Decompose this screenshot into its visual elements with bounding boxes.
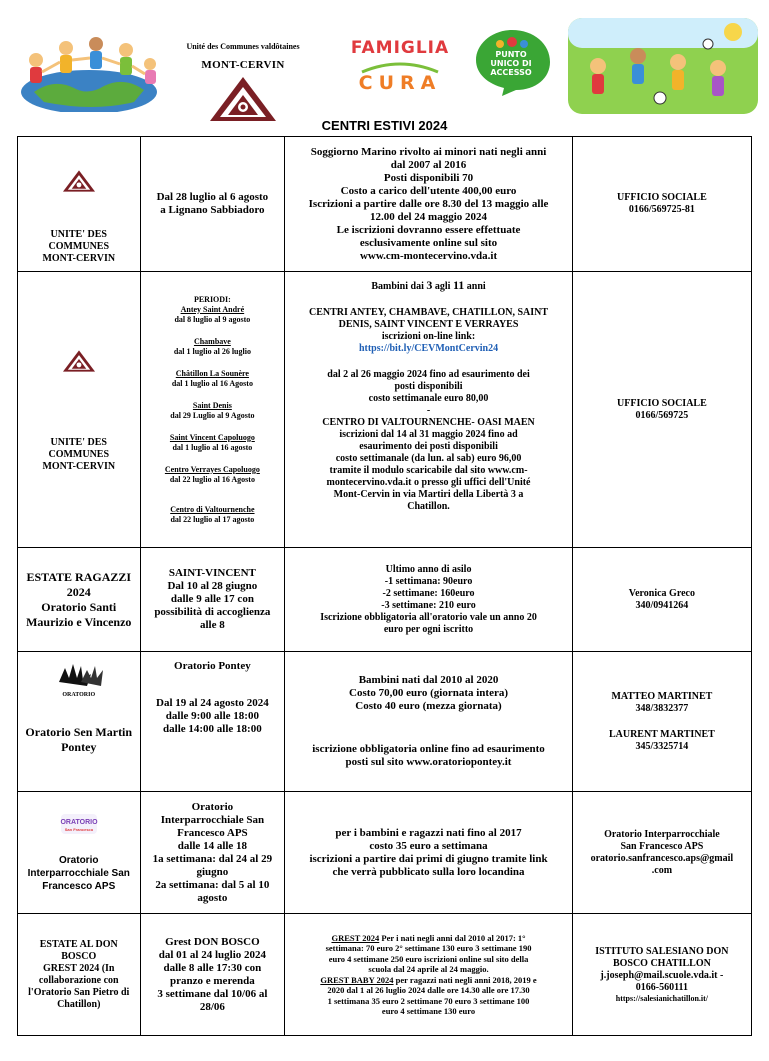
date-line: dalle 9 alle 17 con (170, 593, 254, 605)
logo-text: San Francesco (64, 827, 93, 832)
period-dates: dal 1 luglio al 16 Agosto (171, 378, 253, 388)
detail-line: Costo a carico dell'utente 400,00 euro (340, 184, 517, 197)
contact-line: UFFICIO SOCIALE (617, 397, 707, 409)
date-line: SAINT-VINCENT (168, 567, 256, 579)
date-line: giugno (196, 865, 229, 878)
contact-cell (572, 272, 751, 548)
period-dates: dal 22 luglio al 17 agosto (170, 514, 255, 524)
periods-label: PERIODI: (193, 294, 231, 304)
grest-baby-text: per ragazzi nati negli anni 2018, 2019 e (393, 974, 537, 985)
org-name: 2024 (66, 584, 91, 599)
date-line: Interparrocchiale San (160, 813, 265, 826)
detail-line: iscrizione obbligatoria online fino ad esaurimento (312, 743, 545, 755)
age-mid: agli (432, 281, 453, 292)
dates-cell (140, 548, 285, 652)
details-cell (285, 914, 573, 1036)
hands-logo-icon (51, 660, 107, 690)
date-line: dalle 14:00 alle 18:00 (163, 723, 262, 735)
org-name: Pontey (61, 740, 97, 754)
dates-cell (140, 914, 285, 1036)
date-line: 2a settimana: dal 5 al 10 (155, 878, 270, 891)
contact-line: MATTEO MARTINET (611, 690, 713, 702)
period-place: Antey Saint André (180, 304, 245, 314)
puc-line3: ACCESSO (490, 68, 532, 77)
page-header (0, 0, 769, 120)
separator-dash: - (426, 405, 431, 416)
detail-line: iscrizioni dal 14 al 31 maggio 2024 fino ad (339, 429, 518, 440)
date-line: 28/06 (199, 1000, 225, 1013)
children-playing-illustration (568, 18, 758, 114)
detail-line: euro 4 settimane 130 euro (381, 1006, 476, 1016)
detail-line (289, 975, 568, 986)
detail-line: euro 4 settimane 250 euro iscrizioni online sul sito della (328, 953, 529, 964)
date-line: a Lignano Sabbiadoro (160, 204, 265, 216)
table-row (18, 548, 752, 652)
table-row (18, 137, 752, 272)
details-cell (285, 652, 573, 792)
puc-line1: PUNTO (495, 50, 527, 59)
children-globe-logo (14, 30, 164, 112)
org-name: Maurizio e Vincenzo (26, 614, 132, 629)
famiglia-cura-logo (340, 36, 460, 106)
org-cell (18, 792, 141, 914)
detail-line: Le iscrizioni dovranno essere effettuate (336, 223, 521, 236)
org-name: Francesco APS (42, 881, 116, 892)
detail-line: costo 35 euro a settimana (369, 839, 488, 852)
detail-line: www.cm-montecervino.vda.it (359, 249, 498, 262)
detail-line: Costo 40 euro (mezza giornata) (355, 700, 502, 712)
date-line: Francesco APS (177, 826, 248, 839)
date-line: 1a settimana: dal 24 al 29 (152, 852, 273, 865)
detail-line: 1 settimana 35 euro 2 settimane 70 euro 3 settimane 100 (327, 995, 530, 1006)
contact-line: Oratorio Interparrocchiale (604, 828, 720, 840)
detail-line: CENTRI ANTEY, CHAMBAVE, CHATILLON, SAINT (309, 307, 549, 318)
contact-email[interactable]: j.joseph@mail.scuole.vda.it - (600, 969, 724, 981)
contact-line: San Francesco APS (620, 840, 704, 852)
grest-label: GREST 2024 (331, 932, 380, 943)
detail-line: Ultimo anno di asilo (385, 563, 472, 575)
period-dates: dal 1 luglio al 26 luglio (173, 346, 251, 356)
contact-line: Veronica Greco (628, 587, 695, 599)
contact-cell (572, 137, 751, 272)
registration-link[interactable]: https://bit.ly/CEVMontCervin24 (358, 343, 499, 354)
date-line: dalle 8 alle 17:30 con (163, 961, 262, 974)
org-name: ESTATE RAGAZZI (26, 569, 132, 584)
mont-cervin-logo-icon (208, 75, 278, 123)
grest-text: Per i nati negli anni dal 2010 al 2017: 1° (379, 932, 526, 943)
detail-line: esaurimento dei posti disponibili (359, 441, 498, 452)
period-dates: dal 1 luglio al 16 agosto (172, 442, 253, 452)
org-name: GREST 2024 (In (42, 962, 115, 974)
detail-line: Posti disponibili 70 (383, 171, 474, 184)
contact-line: 345/3325714 (635, 740, 689, 752)
contact-line: 348/3832377 (635, 702, 689, 714)
detail-line: per i bambini e ragazzi nati fino al 2017 (335, 826, 522, 839)
period-dates: dal 29 Luglio al 9 Agosto (170, 410, 255, 420)
detail-line: posti sul sito www.oratoriopontey.it (345, 756, 512, 768)
date-line: dal 01 al 24 luglio 2024 (158, 948, 267, 961)
detail-line: Bambini nati dal 2010 al 2020 (358, 674, 499, 686)
detail-line: settimana: 70 euro 2° settimane 130 euro 3 settimane 190 (325, 943, 532, 953)
union-name: Unité des Communes valdôtaines (186, 42, 300, 51)
mont-cervin-logo-icon (62, 167, 96, 195)
date-line: dalle 9:00 alle 18:00 (165, 710, 259, 722)
org-cell (18, 652, 141, 792)
detail-line: iscrizioni a partire dai primi di giugno tramite link (309, 852, 548, 865)
contact-cell (572, 792, 751, 914)
age-line (289, 278, 568, 293)
contact-cell (572, 914, 751, 1036)
contact-cell (572, 652, 751, 792)
org-name: MONT-CERVIN (42, 460, 116, 472)
contact-line: .com (651, 864, 673, 876)
logo-text: ORATORIO (60, 819, 98, 826)
org-cell (18, 548, 141, 652)
detail-line: scuola dal 24 aprile al 24 maggio. (368, 964, 489, 974)
detail-line: montecervino.vda.it o presso gli uffici dell'Unité (326, 477, 531, 488)
org-name: MONT-CERVIN (42, 253, 116, 264)
detail-line: Iscrizioni a partire dalle ore 8.30 del 13 maggio alle (308, 197, 549, 210)
punto-unico-logo (472, 26, 554, 98)
date-line: Oratorio Pontey (174, 660, 251, 672)
date-line: agosto (197, 891, 228, 904)
org-name: ESTATE AL DON BOSCO (39, 938, 118, 962)
age-prefix: Bambini dai (371, 281, 427, 292)
table-row (18, 652, 752, 792)
date-line: Dal 28 luglio al 6 agosto (156, 191, 269, 203)
logo-caption: ORATORIO (62, 692, 96, 698)
date-line: possibilità di accoglienza (154, 606, 271, 618)
cura-text: CURA (358, 72, 442, 94)
contact-website-link[interactable]: https://salesianichatillon.it/ (615, 993, 708, 1003)
detail-line: DENIS, SAINT VINCENT E VERRAYES (338, 319, 519, 330)
age-to: 11 (452, 278, 465, 292)
period-dates: dal 8 luglio al 9 agosto (174, 314, 251, 324)
details-cell (285, 272, 573, 548)
detail-line: -1 settimana: 90euro (384, 575, 473, 587)
oratorio-san-francesco-logo (59, 812, 99, 836)
period-place: Saint Denis (192, 400, 232, 410)
detail-line: euro per ogni iscritto (383, 623, 474, 635)
org-name: UNITE' DES COMMUNES (48, 229, 110, 252)
date-line: Grest DON BOSCO (165, 935, 260, 948)
page-title: CENTRI ESTIVI 2024 (321, 118, 448, 133)
detail-line: costo settimanale euro 80,00 (368, 393, 489, 404)
mont-cervin-logo-icon (62, 347, 96, 375)
union-subtitle: MONT-CERVIN (201, 59, 285, 71)
org-name: Oratorio Sen Martin (25, 725, 133, 739)
contact-line: 0166-560111 (635, 981, 688, 993)
date-line: Dal 19 al 24 agosto 2024 (156, 697, 269, 709)
table-row (18, 272, 752, 548)
detail-line: -3 settimane: 210 euro (381, 599, 476, 611)
union-logo-block (168, 42, 318, 123)
detail-line: costo settimanale (da lun. al sab) euro 96,00 (335, 453, 522, 464)
period-place: Centro di Valtournenche (170, 504, 255, 514)
date-line: pranzo e merenda (170, 974, 255, 987)
date-line: 3 settimane dal 10/06 al (157, 987, 268, 1000)
detail-line: 12.00 del 24 maggio 2024 (370, 210, 488, 223)
period-dates: dal 22 luglio al 16 Agosto (169, 474, 255, 484)
detail-line: posti disponibili (394, 381, 463, 392)
detail-line: tramite il modulo scaricabile dal sito www.cm- (329, 465, 528, 476)
detail-line: dal 2 al 26 maggio 2024 fino ad esaurimento dei (327, 369, 530, 380)
summer-centers-table (17, 136, 752, 1036)
contact-line: BOSCO CHATILLON (612, 957, 711, 969)
org-name: Oratorio (59, 855, 99, 866)
org-name: UNITE' DES COMMUNES (48, 436, 110, 460)
date-line: alle 8 (200, 619, 225, 631)
org-name: collaborazione con (38, 974, 119, 986)
periods-cell (140, 272, 285, 548)
details-cell (285, 137, 573, 272)
detail-line: -2 settimane: 160euro (382, 587, 475, 599)
dates-cell (140, 792, 285, 914)
org-cell (18, 272, 141, 548)
detail-line: esclusivamente online sul sito (359, 236, 498, 249)
age-suffix: anni (464, 281, 486, 292)
grest-baby-label: GREST BABY 2024 (320, 974, 394, 985)
period-place: Centro Verrayes Capoluogo (164, 464, 260, 474)
org-cell (18, 137, 141, 272)
table-row (18, 792, 752, 914)
detail-line: che verrà pubblicato sulla loro locandina (332, 865, 525, 878)
org-name: Interparrocchiale San (27, 868, 130, 879)
period-place: Saint Vincent Capoluogo (169, 432, 255, 442)
dates-cell (140, 652, 285, 792)
detail-line: 2020 dal 1 al 26 luglio 2024 dalle ore 14.30 alle ore 17.30 (327, 985, 530, 995)
detail-line: Mont-Cervin in via Martiri della Libertà 3 a (333, 489, 524, 500)
contact-line: 0166/569725 (635, 409, 689, 421)
detail-line: Iscrizione obbligatoria all'oratorio vale un anno 20 (320, 611, 537, 623)
date-line: Oratorio (191, 800, 234, 813)
period-place: Chambave (193, 336, 231, 346)
dates-cell (140, 137, 285, 272)
contact-line: 0166/569725-81 (628, 204, 695, 215)
table-row (18, 914, 752, 1036)
contact-line: LAURENT MARTINET (608, 728, 715, 740)
puc-line2: UNICO DI (490, 59, 532, 68)
detail-line: CENTRO DI VALTOURNENCHE- OASI MAEN (322, 417, 535, 428)
contact-line: 340/0941264 (635, 599, 689, 611)
org-name: Oratorio Santi (41, 599, 117, 614)
date-line: Dal 10 al 28 giugno (167, 580, 258, 592)
org-name: l'Oratorio San Pietro di (28, 986, 130, 998)
org-name: Chatillon) (57, 998, 101, 1010)
contact-email[interactable]: oratorio.sanfrancesco.aps@gmail (590, 852, 734, 864)
detail-line: iscrizioni on-line link: (381, 331, 476, 342)
detail-line: Soggiorno Marino rivolto ai minori nati negli anni (310, 145, 547, 158)
contact-cell (572, 548, 751, 652)
detail-line: dal 2007 al 2016 (390, 158, 467, 171)
detail-line: Chatillon. (407, 501, 450, 512)
details-cell (285, 548, 573, 652)
contact-line: ISTITUTO SALESIANO DON (595, 945, 729, 957)
contact-line: UFFICIO SOCIALE (617, 192, 707, 203)
detail-line (289, 933, 568, 944)
famiglia-text: FAMIGLIA (350, 38, 450, 58)
detail-line: Costo 70,00 euro (giornata intera) (349, 687, 508, 699)
details-cell (285, 792, 573, 914)
org-cell (18, 914, 141, 1036)
period-place: Châtillon La Sounère (175, 368, 249, 378)
age-from: 3 (426, 278, 433, 292)
date-line: dalle 14 alle 18 (177, 839, 248, 852)
